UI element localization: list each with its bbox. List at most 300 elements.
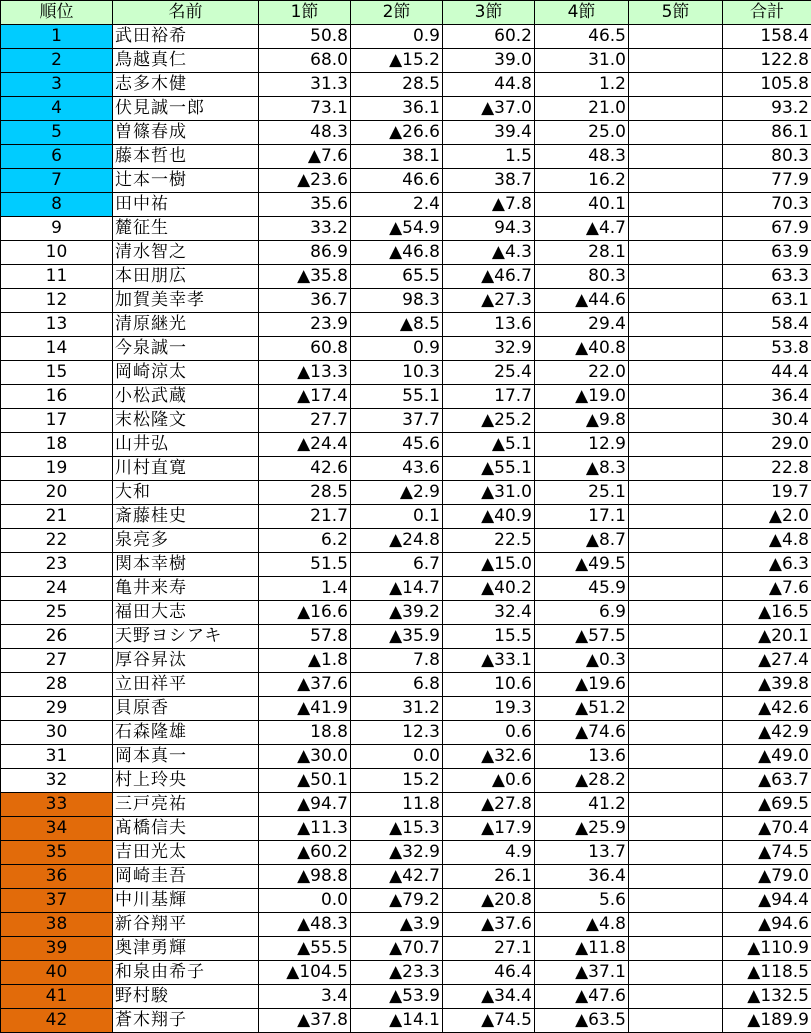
player-name-cell[interactable]: 厚谷昇汰 [113,649,259,673]
round-1-cell[interactable]: ▲11.3 [259,817,351,841]
round-1-cell[interactable]: 21.7 [259,505,351,529]
round-5-cell[interactable] [629,313,723,337]
round-5-cell[interactable] [629,97,723,121]
total-cell[interactable]: 44.4 [723,361,811,385]
round-5-cell[interactable] [629,673,723,697]
player-name-cell[interactable]: 今泉誠一 [113,337,259,361]
round-3-cell[interactable]: ▲55.1 [443,457,535,481]
total-cell[interactable]: ▲70.4 [723,817,811,841]
round-5-cell[interactable] [629,361,723,385]
round-2-cell[interactable]: ▲32.9 [351,841,443,865]
total-cell[interactable]: ▲94.6 [723,913,811,937]
total-cell[interactable]: 63.9 [723,241,811,265]
round-5-cell[interactable] [629,745,723,769]
header-round-2[interactable]: 2節 [351,1,443,25]
player-name-cell[interactable]: 蒼木翔子 [113,1009,259,1033]
total-cell[interactable]: 70.3 [723,193,811,217]
round-5-cell[interactable] [629,577,723,601]
round-3-cell[interactable]: 39.4 [443,121,535,145]
round-2-cell[interactable]: ▲3.9 [351,913,443,937]
player-name-cell[interactable]: 泉亮多 [113,529,259,553]
rank-cell[interactable]: 32 [1,769,113,793]
round-2-cell[interactable]: 11.8 [351,793,443,817]
player-name-cell[interactable]: 田中祐 [113,193,259,217]
round-3-cell[interactable]: ▲7.8 [443,193,535,217]
round-1-cell[interactable]: ▲35.8 [259,265,351,289]
round-3-cell[interactable]: ▲4.3 [443,241,535,265]
rank-cell[interactable]: 33 [1,793,113,817]
round-3-cell[interactable]: ▲5.1 [443,433,535,457]
rank-cell[interactable]: 2 [1,49,113,73]
round-1-cell[interactable]: 27.7 [259,409,351,433]
player-name-cell[interactable]: 奥津勇輝 [113,937,259,961]
rank-cell[interactable]: 41 [1,985,113,1009]
rank-cell[interactable]: 19 [1,457,113,481]
round-2-cell[interactable]: 38.1 [351,145,443,169]
round-4-cell[interactable]: 46.5 [535,25,629,49]
round-3-cell[interactable]: 0.6 [443,721,535,745]
round-2-cell[interactable]: 28.5 [351,73,443,97]
header-name[interactable]: 名前 [113,1,259,25]
round-4-cell[interactable]: 13.6 [535,745,629,769]
total-cell[interactable]: 63.1 [723,289,811,313]
total-cell[interactable]: 36.4 [723,385,811,409]
total-cell[interactable]: ▲132.5 [723,985,811,1009]
round-4-cell[interactable]: 16.2 [535,169,629,193]
player-name-cell[interactable]: 岡崎圭吾 [113,865,259,889]
round-5-cell[interactable] [629,505,723,529]
rank-cell[interactable]: 36 [1,865,113,889]
total-cell[interactable]: 93.2 [723,97,811,121]
round-5-cell[interactable] [629,529,723,553]
round-3-cell[interactable]: ▲20.8 [443,889,535,913]
player-name-cell[interactable]: 福田大志 [113,601,259,625]
round-2-cell[interactable]: 0.9 [351,337,443,361]
round-1-cell[interactable]: 86.9 [259,241,351,265]
round-4-cell[interactable]: ▲57.5 [535,625,629,649]
round-5-cell[interactable] [629,433,723,457]
player-name-cell[interactable]: 麓征生 [113,217,259,241]
round-5-cell[interactable] [629,937,723,961]
round-1-cell[interactable]: 42.6 [259,457,351,481]
total-cell[interactable]: 86.1 [723,121,811,145]
round-2-cell[interactable]: ▲23.3 [351,961,443,985]
round-1-cell[interactable]: 57.8 [259,625,351,649]
round-1-cell[interactable]: ▲48.3 [259,913,351,937]
round-3-cell[interactable]: 17.7 [443,385,535,409]
round-3-cell[interactable]: ▲17.9 [443,817,535,841]
round-2-cell[interactable]: ▲79.2 [351,889,443,913]
round-2-cell[interactable]: ▲8.5 [351,313,443,337]
rank-cell[interactable]: 21 [1,505,113,529]
round-3-cell[interactable]: ▲40.9 [443,505,535,529]
player-name-cell[interactable]: 川村直寛 [113,457,259,481]
round-4-cell[interactable]: ▲25.9 [535,817,629,841]
round-2-cell[interactable]: 31.2 [351,697,443,721]
rank-cell[interactable]: 1 [1,25,113,49]
player-name-cell[interactable]: 和泉由希子 [113,961,259,985]
player-name-cell[interactable]: 立田祥平 [113,673,259,697]
round-4-cell[interactable]: ▲8.3 [535,457,629,481]
round-5-cell[interactable] [629,337,723,361]
round-3-cell[interactable]: ▲46.7 [443,265,535,289]
round-1-cell[interactable]: ▲7.6 [259,145,351,169]
round-4-cell[interactable]: ▲74.6 [535,721,629,745]
header-rank[interactable]: 順位 [1,1,113,25]
player-name-cell[interactable]: 石森隆雄 [113,721,259,745]
rank-cell[interactable]: 18 [1,433,113,457]
round-5-cell[interactable] [629,217,723,241]
round-3-cell[interactable]: ▲25.2 [443,409,535,433]
round-5-cell[interactable] [629,145,723,169]
round-4-cell[interactable]: ▲9.8 [535,409,629,433]
round-4-cell[interactable]: 25.1 [535,481,629,505]
round-5-cell[interactable] [629,481,723,505]
rank-cell[interactable]: 3 [1,73,113,97]
round-1-cell[interactable]: ▲37.8 [259,1009,351,1033]
round-5-cell[interactable] [629,457,723,481]
rank-cell[interactable]: 7 [1,169,113,193]
round-2-cell[interactable]: ▲70.7 [351,937,443,961]
round-4-cell[interactable]: ▲51.2 [535,697,629,721]
round-1-cell[interactable]: ▲41.9 [259,697,351,721]
player-name-cell[interactable]: 斎藤桂史 [113,505,259,529]
round-4-cell[interactable]: 13.7 [535,841,629,865]
round-2-cell[interactable]: 45.6 [351,433,443,457]
round-3-cell[interactable]: ▲31.0 [443,481,535,505]
round-5-cell[interactable] [629,49,723,73]
round-4-cell[interactable]: 36.4 [535,865,629,889]
round-2-cell[interactable]: ▲14.7 [351,577,443,601]
round-2-cell[interactable]: 0.9 [351,25,443,49]
round-2-cell[interactable]: 10.3 [351,361,443,385]
round-2-cell[interactable]: ▲42.7 [351,865,443,889]
round-1-cell[interactable]: 18.8 [259,721,351,745]
round-4-cell[interactable]: 80.3 [535,265,629,289]
round-5-cell[interactable] [629,73,723,97]
rank-cell[interactable]: 38 [1,913,113,937]
round-2-cell[interactable]: 46.6 [351,169,443,193]
rank-cell[interactable]: 23 [1,553,113,577]
total-cell[interactable]: ▲118.5 [723,961,811,985]
rank-cell[interactable]: 40 [1,961,113,985]
round-2-cell[interactable]: 6.7 [351,553,443,577]
rank-cell[interactable]: 14 [1,337,113,361]
round-1-cell[interactable]: 51.5 [259,553,351,577]
round-2-cell[interactable]: ▲35.9 [351,625,443,649]
round-5-cell[interactable] [629,721,723,745]
round-3-cell[interactable]: ▲33.1 [443,649,535,673]
round-3-cell[interactable]: ▲37.0 [443,97,535,121]
rank-cell[interactable]: 34 [1,817,113,841]
round-1-cell[interactable]: ▲55.5 [259,937,351,961]
round-2-cell[interactable]: 6.8 [351,673,443,697]
rank-cell[interactable]: 16 [1,385,113,409]
round-4-cell[interactable]: ▲44.6 [535,289,629,313]
total-cell[interactable]: ▲20.1 [723,625,811,649]
round-1-cell[interactable]: 1.4 [259,577,351,601]
total-cell[interactable]: ▲2.0 [723,505,811,529]
total-cell[interactable]: ▲69.5 [723,793,811,817]
total-cell[interactable]: 53.8 [723,337,811,361]
round-4-cell[interactable]: ▲11.8 [535,937,629,961]
round-3-cell[interactable]: ▲0.6 [443,769,535,793]
total-cell[interactable]: ▲6.3 [723,553,811,577]
total-cell[interactable]: 80.3 [723,145,811,169]
rank-cell[interactable]: 29 [1,697,113,721]
rank-cell[interactable]: 20 [1,481,113,505]
player-name-cell[interactable]: 髙橋信夫 [113,817,259,841]
player-name-cell[interactable]: 天野ヨシアキ [113,625,259,649]
total-cell[interactable]: 63.3 [723,265,811,289]
round-4-cell[interactable]: ▲28.2 [535,769,629,793]
round-3-cell[interactable]: 25.4 [443,361,535,385]
round-1-cell[interactable]: ▲16.6 [259,601,351,625]
player-name-cell[interactable]: 中川基輝 [113,889,259,913]
player-name-cell[interactable]: 亀井来寿 [113,577,259,601]
player-name-cell[interactable]: 志多木健 [113,73,259,97]
total-cell[interactable]: ▲189.9 [723,1009,811,1033]
rank-cell[interactable]: 39 [1,937,113,961]
round-1-cell[interactable]: 50.8 [259,25,351,49]
round-2-cell[interactable]: ▲2.9 [351,481,443,505]
round-5-cell[interactable] [629,601,723,625]
round-1-cell[interactable]: ▲17.4 [259,385,351,409]
rank-cell[interactable]: 31 [1,745,113,769]
round-3-cell[interactable]: 15.5 [443,625,535,649]
round-3-cell[interactable]: 39.0 [443,49,535,73]
round-1-cell[interactable]: 35.6 [259,193,351,217]
header-round-3[interactable]: 3節 [443,1,535,25]
player-name-cell[interactable]: 関本幸樹 [113,553,259,577]
total-cell[interactable]: 122.8 [723,49,811,73]
round-1-cell[interactable]: 33.2 [259,217,351,241]
rank-cell[interactable]: 15 [1,361,113,385]
rank-cell[interactable]: 5 [1,121,113,145]
round-2-cell[interactable]: 12.3 [351,721,443,745]
total-cell[interactable]: ▲49.0 [723,745,811,769]
total-cell[interactable]: 29.0 [723,433,811,457]
round-3-cell[interactable]: ▲37.6 [443,913,535,937]
round-5-cell[interactable] [629,985,723,1009]
total-cell[interactable]: 22.8 [723,457,811,481]
round-3-cell[interactable]: 94.3 [443,217,535,241]
rank-cell[interactable]: 42 [1,1009,113,1033]
round-2-cell[interactable]: 36.1 [351,97,443,121]
round-5-cell[interactable] [629,25,723,49]
player-name-cell[interactable]: 藤本哲也 [113,145,259,169]
round-5-cell[interactable] [629,121,723,145]
player-name-cell[interactable]: 大和 [113,481,259,505]
player-name-cell[interactable]: 岡崎涼太 [113,361,259,385]
player-name-cell[interactable]: 村上玲央 [113,769,259,793]
player-name-cell[interactable]: 本田朋広 [113,265,259,289]
round-3-cell[interactable]: ▲74.5 [443,1009,535,1033]
round-4-cell[interactable]: ▲49.5 [535,553,629,577]
round-5-cell[interactable] [629,1009,723,1033]
total-cell[interactable]: ▲39.8 [723,673,811,697]
round-1-cell[interactable]: ▲98.8 [259,865,351,889]
total-cell[interactable]: 19.7 [723,481,811,505]
round-4-cell[interactable]: 45.9 [535,577,629,601]
round-4-cell[interactable]: 28.1 [535,241,629,265]
round-3-cell[interactable]: ▲34.4 [443,985,535,1009]
round-2-cell[interactable]: ▲53.9 [351,985,443,1009]
player-name-cell[interactable]: 貝原香 [113,697,259,721]
round-4-cell[interactable]: 29.4 [535,313,629,337]
round-2-cell[interactable]: ▲26.6 [351,121,443,145]
round-2-cell[interactable]: 98.3 [351,289,443,313]
total-cell[interactable]: ▲79.0 [723,865,811,889]
round-3-cell[interactable]: ▲32.6 [443,745,535,769]
total-cell[interactable]: ▲27.4 [723,649,811,673]
total-cell[interactable]: ▲7.6 [723,577,811,601]
round-5-cell[interactable] [629,817,723,841]
round-3-cell[interactable]: 26.1 [443,865,535,889]
round-3-cell[interactable]: 13.6 [443,313,535,337]
total-cell[interactable]: ▲63.7 [723,769,811,793]
round-5-cell[interactable] [629,241,723,265]
rank-cell[interactable]: 28 [1,673,113,697]
round-1-cell[interactable]: 36.7 [259,289,351,313]
player-name-cell[interactable]: 新谷翔平 [113,913,259,937]
round-5-cell[interactable] [629,913,723,937]
round-1-cell[interactable]: ▲50.1 [259,769,351,793]
round-2-cell[interactable]: 43.6 [351,457,443,481]
round-1-cell[interactable]: 3.4 [259,985,351,1009]
round-4-cell[interactable]: ▲40.8 [535,337,629,361]
rank-cell[interactable]: 6 [1,145,113,169]
round-3-cell[interactable]: 46.4 [443,961,535,985]
total-cell[interactable]: ▲16.5 [723,601,811,625]
round-4-cell[interactable]: ▲19.6 [535,673,629,697]
player-name-cell[interactable]: 野村駿 [113,985,259,1009]
round-4-cell[interactable]: 17.1 [535,505,629,529]
rank-cell[interactable]: 22 [1,529,113,553]
round-1-cell[interactable]: 73.1 [259,97,351,121]
rank-cell[interactable]: 27 [1,649,113,673]
round-4-cell[interactable]: 6.9 [535,601,629,625]
total-cell[interactable]: ▲94.4 [723,889,811,913]
round-3-cell[interactable]: 44.8 [443,73,535,97]
total-cell[interactable]: 30.4 [723,409,811,433]
round-5-cell[interactable] [629,265,723,289]
rank-cell[interactable]: 24 [1,577,113,601]
round-1-cell[interactable]: 31.3 [259,73,351,97]
round-1-cell[interactable]: 23.9 [259,313,351,337]
player-name-cell[interactable]: 伏見誠一郎 [113,97,259,121]
round-2-cell[interactable]: 65.5 [351,265,443,289]
round-4-cell[interactable]: ▲63.5 [535,1009,629,1033]
round-5-cell[interactable] [629,169,723,193]
round-1-cell[interactable]: 60.8 [259,337,351,361]
round-4-cell[interactable]: 12.9 [535,433,629,457]
round-2-cell[interactable]: ▲14.1 [351,1009,443,1033]
round-3-cell[interactable]: 19.3 [443,697,535,721]
round-1-cell[interactable]: 0.0 [259,889,351,913]
round-5-cell[interactable] [629,649,723,673]
round-5-cell[interactable] [629,841,723,865]
round-4-cell[interactable]: 22.0 [535,361,629,385]
header-round-1[interactable]: 1節 [259,1,351,25]
round-1-cell[interactable]: ▲1.8 [259,649,351,673]
round-2-cell[interactable]: ▲15.2 [351,49,443,73]
round-3-cell[interactable]: 32.4 [443,601,535,625]
rank-cell[interactable]: 9 [1,217,113,241]
rank-cell[interactable]: 25 [1,601,113,625]
round-3-cell[interactable]: 32.9 [443,337,535,361]
total-cell[interactable]: 77.9 [723,169,811,193]
round-1-cell[interactable]: ▲104.5 [259,961,351,985]
player-name-cell[interactable]: 山井弘 [113,433,259,457]
total-cell[interactable]: 105.8 [723,73,811,97]
round-4-cell[interactable]: 25.0 [535,121,629,145]
total-cell[interactable]: ▲110.9 [723,937,811,961]
rank-cell[interactable]: 8 [1,193,113,217]
round-3-cell[interactable]: 38.7 [443,169,535,193]
round-1-cell[interactable]: ▲13.3 [259,361,351,385]
round-3-cell[interactable]: 4.9 [443,841,535,865]
round-1-cell[interactable]: 28.5 [259,481,351,505]
round-3-cell[interactable]: ▲40.2 [443,577,535,601]
round-2-cell[interactable]: 0.1 [351,505,443,529]
round-2-cell[interactable]: 37.7 [351,409,443,433]
rank-cell[interactable]: 12 [1,289,113,313]
round-4-cell[interactable]: 21.0 [535,97,629,121]
player-name-cell[interactable]: 三戸亮祐 [113,793,259,817]
round-1-cell[interactable]: ▲37.6 [259,673,351,697]
round-4-cell[interactable]: 40.1 [535,193,629,217]
round-4-cell[interactable]: ▲37.1 [535,961,629,985]
rank-cell[interactable]: 4 [1,97,113,121]
round-2-cell[interactable]: 0.0 [351,745,443,769]
round-3-cell[interactable]: 22.5 [443,529,535,553]
round-3-cell[interactable]: 27.1 [443,937,535,961]
round-1-cell[interactable]: ▲24.4 [259,433,351,457]
round-5-cell[interactable] [629,769,723,793]
round-3-cell[interactable]: 10.6 [443,673,535,697]
round-5-cell[interactable] [629,193,723,217]
player-name-cell[interactable]: 清原継光 [113,313,259,337]
header-total[interactable]: 合計 [723,1,811,25]
round-1-cell[interactable]: 48.3 [259,121,351,145]
round-1-cell[interactable]: ▲60.2 [259,841,351,865]
round-2-cell[interactable]: 2.4 [351,193,443,217]
round-2-cell[interactable]: ▲15.3 [351,817,443,841]
header-round-4[interactable]: 4節 [535,1,629,25]
player-name-cell[interactable]: 岡本真一 [113,745,259,769]
player-name-cell[interactable]: 武田裕希 [113,25,259,49]
rank-cell[interactable]: 10 [1,241,113,265]
total-cell[interactable]: 67.9 [723,217,811,241]
round-1-cell[interactable]: 68.0 [259,49,351,73]
round-4-cell[interactable]: ▲4.8 [535,913,629,937]
round-4-cell[interactable]: ▲4.7 [535,217,629,241]
round-4-cell[interactable]: 48.3 [535,145,629,169]
player-name-cell[interactable]: 曽篠春成 [113,121,259,145]
round-4-cell[interactable]: ▲47.6 [535,985,629,1009]
round-1-cell[interactable]: ▲94.7 [259,793,351,817]
total-cell[interactable]: ▲4.8 [723,529,811,553]
round-5-cell[interactable] [629,409,723,433]
round-5-cell[interactable] [629,385,723,409]
round-5-cell[interactable] [629,865,723,889]
round-5-cell[interactable] [629,289,723,313]
round-5-cell[interactable] [629,697,723,721]
total-cell[interactable]: 158.4 [723,25,811,49]
round-4-cell[interactable]: 41.2 [535,793,629,817]
total-cell[interactable]: ▲42.6 [723,697,811,721]
